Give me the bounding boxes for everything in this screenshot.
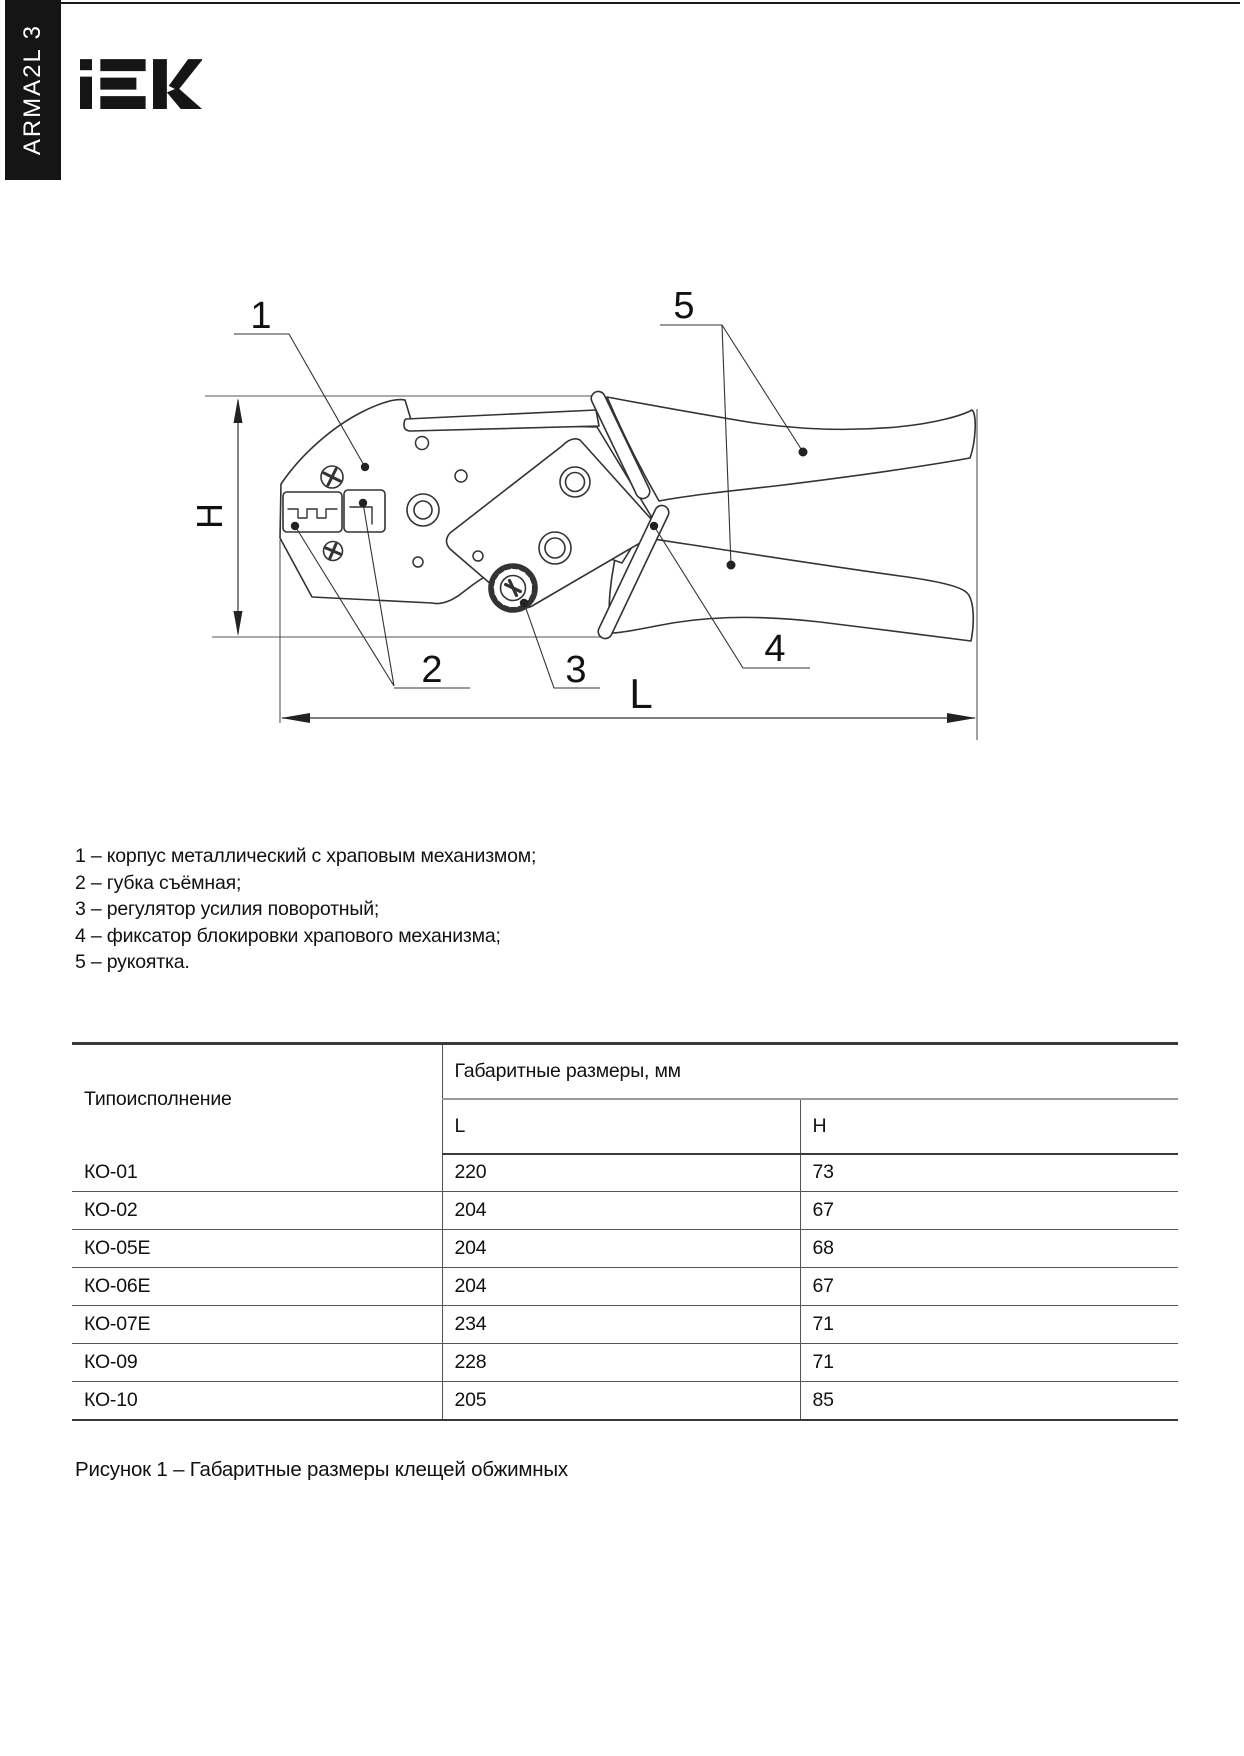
table-row — [72, 1344, 1178, 1382]
lower-handle — [609, 534, 973, 641]
figure-drawing — [0, 210, 1244, 750]
table-body — [72, 1154, 1178, 1420]
cell-l: 205 — [442, 1382, 800, 1420]
cell-h: 67 — [800, 1192, 1178, 1230]
cell-h: 73 — [800, 1154, 1178, 1192]
side-tab-label: ARMA2L 3 — [19, 24, 46, 156]
col-header-type: Типоисполнение — [72, 1044, 442, 1154]
dim-label-l: L — [629, 670, 653, 717]
table-row — [72, 1192, 1178, 1230]
iek-logo-icon — [80, 57, 202, 113]
cell-l: 220 — [442, 1154, 800, 1192]
col-header-l: L — [442, 1099, 800, 1154]
col-header-h: H — [800, 1099, 1178, 1154]
table-row — [72, 1154, 1178, 1192]
cell-type: КО-02 — [72, 1192, 442, 1230]
legend-item: 5 – рукоятка. — [75, 951, 190, 973]
callout-3: 3 — [565, 649, 587, 691]
upper-handle — [607, 397, 975, 501]
callout-1: 1 — [250, 295, 272, 337]
cell-h: 67 — [800, 1268, 1178, 1306]
figure-legend — [75, 843, 536, 976]
legend-item: 2 – губка съёмная; — [75, 871, 242, 894]
cell-h: 68 — [800, 1230, 1178, 1268]
legend-item: 4 – фиксатор блокировки храпового механизма; — [75, 924, 501, 947]
callout-5: 5 — [673, 285, 695, 327]
table-row — [72, 1306, 1178, 1344]
cell-h: 85 — [812, 1388, 834, 1411]
cell-type: КО-05Е — [72, 1230, 442, 1268]
legend-item: 3 – регулятор усилия поворотный; — [75, 898, 380, 920]
cell-h: 71 — [800, 1306, 1178, 1344]
cell-type: КО-06Е — [72, 1268, 442, 1306]
cell-l: 204 — [442, 1192, 800, 1230]
cell-l: 234 — [442, 1306, 800, 1344]
cell-l: 228 — [442, 1344, 800, 1382]
cell-h: 71 — [800, 1344, 1178, 1382]
dim-label-h: H — [189, 503, 230, 529]
col-header-group: Габаритные размеры, мм — [442, 1044, 1178, 1099]
tool-drawing — [280, 392, 975, 641]
callout-2: 2 — [421, 649, 443, 691]
table-row — [72, 1382, 1178, 1420]
callout-4: 4 — [764, 628, 786, 670]
legend-item: 1 – корпус металлический с храповым механизмом; — [75, 845, 537, 867]
side-tab — [5, 0, 61, 180]
figure-caption: Рисунок 1 – Габаритные размеры клещей обжимных — [75, 1458, 568, 1481]
cell-l: 204 — [442, 1230, 800, 1268]
cell-l: 204 — [442, 1268, 800, 1306]
dimensions-table — [72, 1042, 1178, 1421]
top-border-rule — [61, 2, 1240, 4]
cell-type: КО-01 — [72, 1154, 442, 1192]
cell-type: КО-10 — [72, 1382, 442, 1420]
table-row — [72, 1268, 1178, 1306]
cell-type: КО-07Е — [72, 1306, 442, 1344]
table-row — [72, 1230, 1178, 1268]
cell-type: КО-09 — [72, 1344, 442, 1382]
